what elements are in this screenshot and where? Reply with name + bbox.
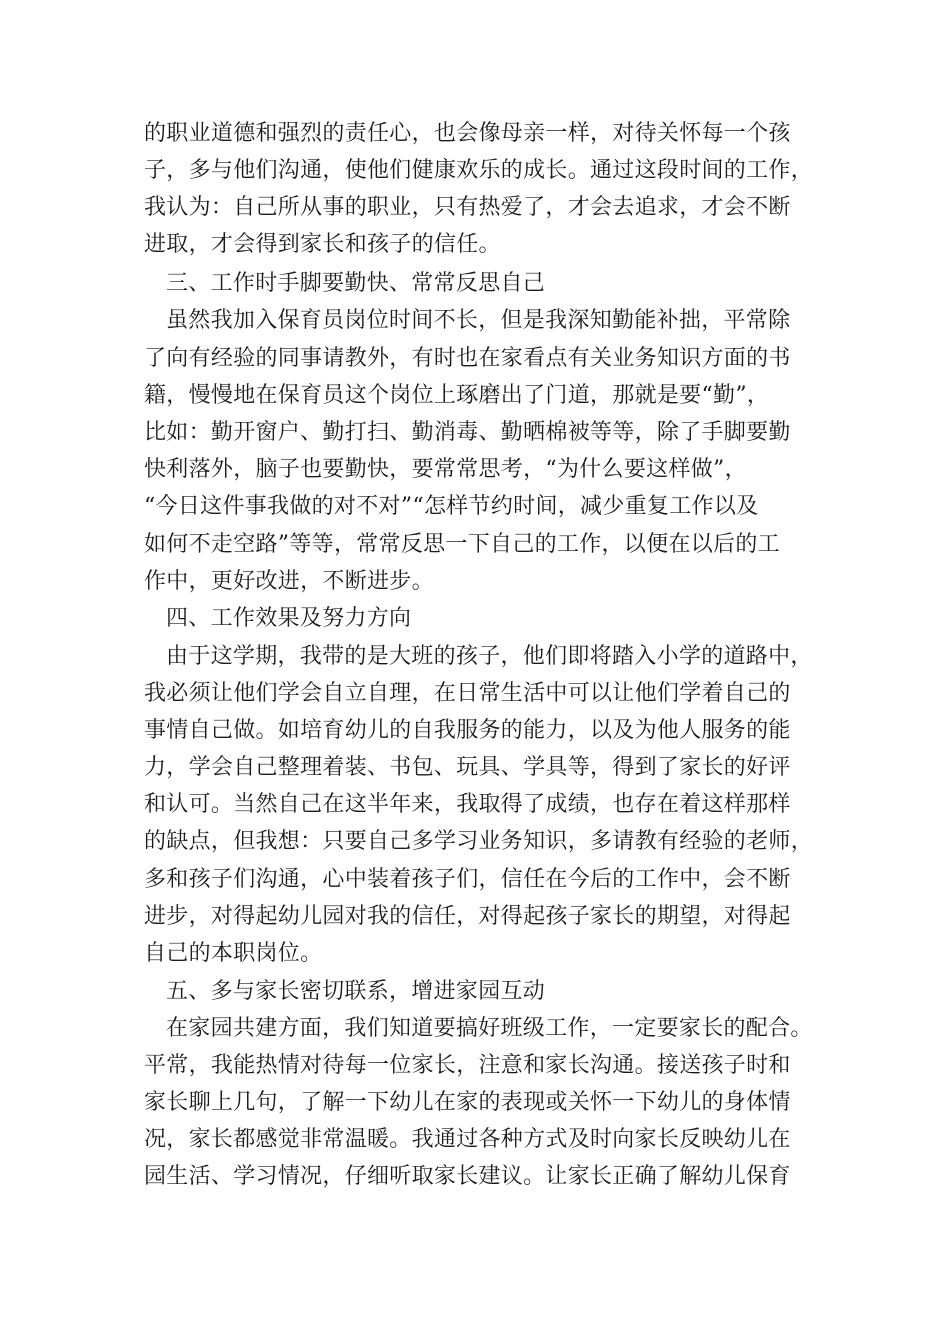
section-heading: 四、工作效果及努力方向 bbox=[166, 606, 412, 631]
text-line: 和认可。当然自己在这半年来，我取得了成绩，也存在着这样那样 bbox=[144, 792, 791, 817]
text-line: 进取，才会得到家长和孩子的信任。 bbox=[144, 232, 501, 257]
section-heading: 三、工作时手脚要勤快、常常反思自己 bbox=[166, 271, 546, 296]
section-heading: 五、多与家长密切联系，增进家园互动 bbox=[166, 979, 546, 1004]
text-line: 事情自己做。如培育幼儿的自我服务的能力，以及为他人服务的能 bbox=[144, 718, 791, 743]
text-line: 由于这学期，我带的是大班的孩子，他们即将踏入小学的道路中， bbox=[166, 644, 813, 669]
text-line: 子，多与他们沟通，使他们健康欢乐的成长。通过这段时间的工作， bbox=[144, 158, 814, 183]
text-line: 平常，我能热情对待每一位家长，注意和家长沟通。接送孩子时和 bbox=[144, 1053, 791, 1078]
text-line: 进步，对得起幼儿园对我的信任，对得起孩子家长的期望，对得起 bbox=[144, 904, 791, 929]
text-line: 如何不走空路”等等，常常反思一下自己的工作，以便在以后的工 bbox=[144, 532, 780, 557]
text-line: 多和孩子们沟通，心中装着孩子们，信任在今后的工作中，会不断 bbox=[144, 867, 791, 892]
text-line: 家长聊上几句，了解一下幼儿在家的表现或关怀一下幼儿的身体情 bbox=[144, 1090, 791, 1115]
text-line: “今日这件事我做的对不对”“怎样节约时间，减少重复工作以及 bbox=[144, 494, 759, 519]
text-line: 在家园共建方面，我们知道要搞好班级工作，一定要家长的配合。 bbox=[166, 1016, 813, 1041]
text-line: 的缺点，但我想：只要自己多学习业务知识，多请教有经验的老师， bbox=[144, 829, 814, 854]
text-line: 我必须让他们学会自立自理，在日常生活中可以让他们学着自己的 bbox=[144, 681, 791, 706]
text-line: 自己的本职岗位。 bbox=[144, 941, 323, 966]
text-line: 况，家长都感觉非常温暖。我通过各种方式及时向家长反映幼儿在 bbox=[144, 1127, 791, 1152]
text-line: 作中，更好改进，不断进步。 bbox=[144, 569, 434, 594]
text-line: 园生活、学习情况，仔细听取家长建议。让家长正确了解幼儿保育 bbox=[144, 1164, 791, 1189]
text-line: 我认为：自己所从事的职业，只有热爱了，才会去追求，才会不断 bbox=[144, 195, 791, 220]
text-line: 力，学会自己整理着装、书包、玩具、学具等，得到了家长的好评 bbox=[144, 755, 791, 780]
text-line: 的职业道德和强烈的责任心，也会像母亲一样，对待关怀每一个孩 bbox=[144, 121, 791, 146]
text-line: 快利落外，脑子也要勤快，要常常思考，“为什么要这样做”， bbox=[144, 457, 747, 482]
text-line: 虽然我加入保育员岗位时间不长，但是我深知勤能补拙，平常除 bbox=[166, 308, 791, 333]
text-line: 籍，慢慢地在保育员这个岗位上琢磨出了门道，那就是要“勤”， bbox=[144, 383, 770, 408]
text-line: 了向有经验的同事请教外，有时也在家看点有关业务知识方面的书 bbox=[144, 346, 791, 371]
text-line: 比如：勤开窗户、勤打扫、勤消毒、勤晒棉被等等，除了手脚要勤 bbox=[144, 420, 791, 445]
